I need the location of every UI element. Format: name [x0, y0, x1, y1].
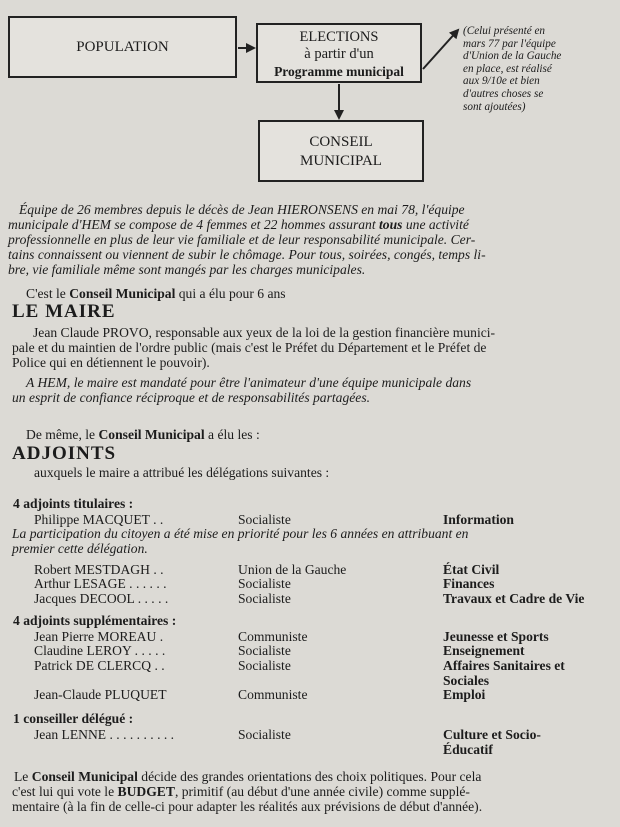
adjoint-name: Jacques DECOOL . . . . . — [34, 591, 169, 606]
note-line: en place, est réalisé — [463, 62, 552, 75]
note-line: d'autres choses se — [463, 87, 544, 100]
elu-line: C'est le Conseil Municipal qui a élu pour 6 ans — [26, 286, 286, 301]
adjoint-name: Jean Pierre MOREAU . — [34, 629, 164, 644]
population-label: POPULATION — [76, 39, 169, 55]
adjoint-party: Socialiste — [238, 643, 291, 658]
intro-line-3: professionnelle en plus de leur vie familiale et de leur responsabilité municipale. Cer- — [8, 232, 476, 247]
adjoint-delegation: Enseignement — [443, 643, 525, 658]
note-line: (Celui présenté en — [463, 25, 546, 37]
adjoint-name: Jean LENNE . . . . . . . . . . — [34, 727, 175, 742]
adjoint-row-declercq — [0, 658, 620, 688]
de-meme-line: De même, le Conseil Municipal a élu les : — [26, 427, 260, 442]
adjoint-delegation: Travaux et Cadre de Vie — [443, 591, 585, 606]
adjoint-delegation: Information — [443, 512, 514, 527]
adjoint-delegation: Culture et Socio- — [443, 727, 541, 742]
adjoint-delegation-cont: Éducatif — [443, 742, 493, 757]
adjoint-delegation-cont: Sociales — [443, 673, 490, 688]
elections-program: Programme municipal — [274, 64, 404, 79]
intro-paragraph — [8, 202, 614, 277]
macquet-note-line-2: premier cette délégation. — [12, 541, 148, 556]
maire-paragraph — [12, 325, 495, 370]
adjoint-delegation: Affaires Sanitaires et — [443, 658, 565, 673]
adjoint-row-moreau — [0, 629, 620, 644]
adjoint-party: Socialiste — [238, 576, 291, 591]
note-line: d'Union de la Gauche — [463, 50, 562, 63]
adjoint-party: Communiste — [238, 629, 308, 644]
adjoint-row-leroy — [0, 643, 620, 658]
adjoint-row-mestdagh — [0, 562, 620, 577]
arrow-elections-to-note — [423, 30, 458, 69]
elections-subtitle: à partir d'un — [304, 46, 374, 62]
adjoint-name: Robert MESTDAGH . . — [34, 562, 164, 577]
adjoint-delegation: Emploi — [443, 687, 486, 702]
adjoints-subheading: auxquels le maire a attribué les délégations suivantes : — [34, 465, 330, 480]
maire-mandate — [12, 375, 471, 405]
adjoint-name: Philippe MACQUET . . — [34, 512, 164, 527]
adjoint-delegation: État Civil — [443, 562, 500, 577]
note-line: aux 9/10e et bien — [463, 75, 540, 88]
adjoint-party: Socialiste — [238, 727, 291, 742]
maire-line-1: Jean Claude PROVO, responsable aux yeux de la loi de la gestion financière munici- — [33, 325, 496, 340]
titulaires-label: 4 adjoints titulaires : — [13, 496, 134, 511]
adjoint-name: Claudine LEROY . . . . . — [34, 643, 166, 658]
macquet-note — [12, 526, 468, 556]
conseil-title-1: CONSEIL — [309, 134, 373, 150]
adjoints-heading: ADJOINTS — [12, 443, 117, 464]
adjoint-delegation: Jeunesse et Sports — [443, 629, 549, 644]
adjoint-name: Arthur LESAGE . . . . . . — [34, 576, 167, 591]
adjoint-party: Union de la Gauche — [238, 562, 347, 577]
maire-line-3: Police qui en détiennent le pouvoir). — [12, 355, 210, 370]
elections-title: ELECTIONS — [299, 29, 379, 45]
supplementaires-label: 4 adjoints supplémentaires : — [13, 613, 177, 628]
adjoint-row-pluquet — [0, 687, 620, 702]
closing-paragraph — [12, 769, 482, 814]
adjoint-row-lenne — [0, 727, 620, 757]
program-note — [463, 25, 615, 113]
closing-line-3: mentaire (à la fin de celle-ci pour adapter les réalités aux prévisions de début d'année). — [12, 799, 483, 814]
adjoint-delegation: Finances — [443, 576, 495, 591]
mandate-line-1: A HEM, le maire est mandaté pour être l'animateur d'une équipe municipale dans — [26, 375, 472, 390]
adjoint-name: Patrick DE CLERCQ . . — [34, 658, 165, 673]
adjoint-row-decool — [0, 591, 620, 606]
adjoint-row-lesage — [0, 576, 620, 591]
macquet-note-line-1: La participation du citoyen a été mise en priorité pour les 6 années en attribuant en — [12, 526, 469, 541]
closing-line-2: c'est lui qui vote le BUDGET, primitif (au début d'une année civile) comme supplé- — [12, 784, 470, 799]
delegue-label: 1 conseiller délégué : — [13, 711, 134, 726]
intro-line-4: tains connaissent ou viennent de subir le chômage. Pour tous, soirées, congés, temps li- — [8, 247, 486, 262]
adjoint-name: Jean-Claude PLUQUET — [34, 687, 167, 702]
maire-heading: LE MAIRE — [12, 301, 116, 322]
note-line: sont ajoutées) — [463, 100, 526, 113]
mandate-line-2: un esprit de confiance réciproque et de responsabilités partagées. — [12, 390, 371, 405]
adjoint-party: Socialiste — [238, 658, 291, 673]
adjoint-party: Socialiste — [238, 512, 291, 527]
intro-line-1: Équipe de 26 membres depuis le décès de Jean HIERONSENS en mai 78, l'équipe — [19, 202, 465, 217]
conseil-title-2: MUNICIPAL — [300, 153, 382, 169]
adjoint-party: Socialiste — [238, 591, 291, 606]
adjoint-party: Communiste — [238, 687, 308, 702]
note-line: mars 77 par l'équipe — [463, 37, 556, 50]
intro-line-2: municipale d'HEM se compose de 4 femmes et 22 hommes assurant tous une activité — [8, 217, 469, 232]
closing-line-1: Le Conseil Municipal décide des grandes orientations des choix politiques. Pour cela — [14, 769, 482, 784]
maire-line-2: pale et du maintien de l'ordre public (mais c'est le Préfet du Département et le Préfet de — [12, 340, 487, 355]
intro-line-5: bre, vie familiale même sont mangés par les charges municipales. — [8, 262, 366, 277]
adjoint-row-macquet — [0, 512, 620, 527]
